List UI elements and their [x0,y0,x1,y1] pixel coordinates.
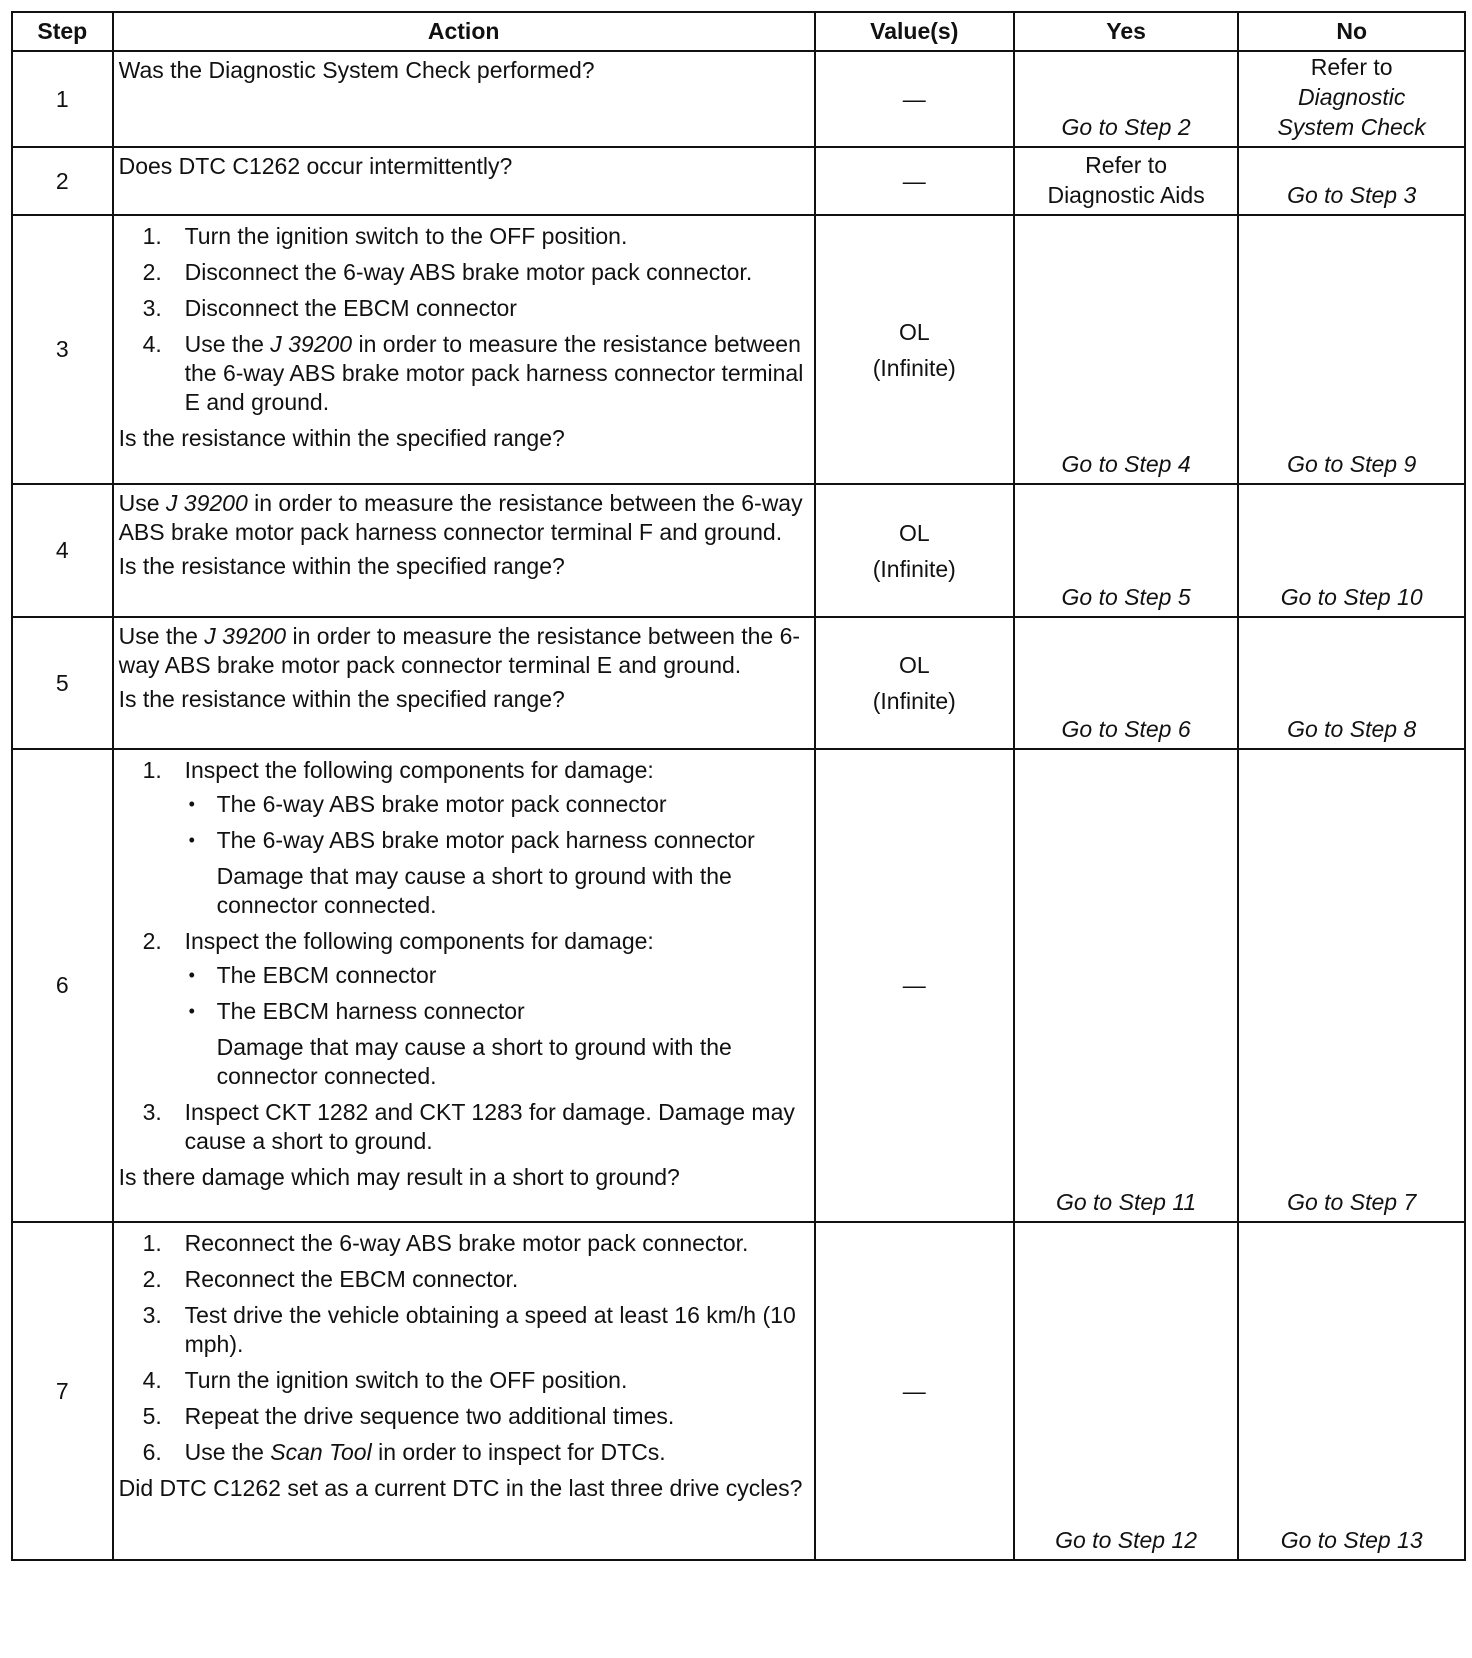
table-row [12,484,1465,617]
value-ol: OL [898,318,930,345]
list-item: • The EBCM harness connector [188,998,525,1024]
action-step: 2. Inspect the following components for damage: • The EBCM connector • The EBCM harness connector Damage that may cause a short to ground with the connector connected. [119,927,806,1091]
goto-link: Go to Step 8 [1287,716,1417,742]
no-cell [1238,484,1465,617]
action-step: 1. Turn the ignition switch to the OFF position. [142,223,628,249]
no-cell [1238,147,1465,215]
goto-link: Go to Step 7 [1287,1189,1417,1215]
header-no: No [1238,12,1465,51]
value-cell: — [815,147,1014,215]
action-text: Use J 39200 in order to measure the resistance between the 6-way ABS brake motor pack harness connector terminal F and ground. [118,490,803,545]
goto-link: Go to Step 9 [1287,451,1417,477]
action-question: Is there damage which may result in a short to ground? [118,1164,680,1190]
value-ol: OL [898,652,930,678]
tool-name: Scan Tool [270,1439,372,1465]
action-cell [113,51,815,147]
diagnostic-table [11,11,1466,1561]
yes-cell [1014,215,1239,484]
action-steps [119,222,806,417]
yes-cell [1014,147,1239,215]
goto-link: Go to Step 5 [1061,584,1191,610]
goto-link: Go to Step 3 [1287,182,1417,208]
tool-name: J 39200 [204,623,287,649]
action-step: 3. Disconnect the EBCM connector [142,295,517,321]
action-cell [113,484,815,617]
action-steps [119,756,806,1156]
goto-link: Go to Step 6 [1061,716,1191,742]
action-step: 4. Use the J 39200 in order to measure the resistance between the 6-way ABS brake motor pack harness connector terminal E and ground. [142,331,804,415]
value-infinite: (Infinite) [872,354,956,381]
component-list [185,790,806,855]
yes-cell [1014,484,1239,617]
value-cell [815,484,1014,617]
step-number: 6 [12,749,113,1222]
yes-cell [1014,51,1239,147]
action-cell [113,147,815,215]
goto-link: Go to Step 13 [1280,1527,1423,1553]
list-item: • The 6-way ABS brake motor pack connector [188,791,667,817]
action-question: Does DTC C1262 occur intermittently? [118,153,513,179]
action-cell [113,617,815,749]
step-number: 5 [12,617,113,749]
list-item: • The 6-way ABS brake motor pack harness connector [188,827,755,853]
step-number: 1 [12,51,113,147]
value-cell: — [815,51,1014,147]
action-step: 1. Inspect the following components for damage: • The 6-way ABS brake motor pack connector • The 6-way ABS brake motor pack harness connector Damage that may cause a short to ground with the connector connected. [119,756,806,920]
header-yes: Yes [1014,12,1239,51]
component-list [185,961,806,1026]
refer-target: System Check [1277,114,1426,140]
step-number: 3 [12,215,113,484]
value-cell: — [815,1222,1014,1560]
no-cell [1238,215,1465,484]
header-action: Action [113,12,815,51]
step-number: 4 [12,484,113,617]
yes-cell [1014,617,1239,749]
value-cell [815,215,1014,484]
table-row [12,147,1465,215]
no-cell [1238,617,1465,749]
action-question: Is the resistance within the specified range? [118,553,565,579]
goto-link: Go to Step 10 [1280,584,1423,610]
refer-text: Refer to [1310,54,1393,80]
goto-link: Go to Step 2 [1061,114,1191,140]
action-step: 5. Repeat the drive sequence two additional times. [142,1403,675,1429]
action-step: 6. Use the Scan Tool in order to inspect for DTCs. [142,1439,666,1465]
refer-target: Diagnostic Aids [1047,182,1205,208]
action-steps [119,1229,806,1467]
header-row [12,12,1465,51]
value-cell: — [815,749,1014,1222]
step-number: 7 [12,1222,113,1560]
action-cell [113,215,815,484]
value-infinite: (Infinite) [872,688,956,714]
table-row [12,617,1465,749]
value-ol: OL [898,519,930,546]
table-row [12,1222,1465,1560]
table-row [12,215,1465,484]
action-question: Is the resistance within the specified range? [118,425,565,451]
refer-text: Refer to [1085,152,1167,178]
action-step: 4. Turn the ignition switch to the OFF position. [142,1367,628,1393]
action-step: 1. Reconnect the 6-way ABS brake motor pack connector. [142,1230,749,1256]
action-text: Use the J 39200 in order to measure the resistance between the 6-way ABS brake motor pack connector terminal E and ground. [118,623,801,678]
action-step: 2. Reconnect the EBCM connector. [142,1266,519,1292]
yes-cell [1014,749,1239,1222]
no-cell [1238,1222,1465,1560]
tool-name: J 39200 [270,331,353,357]
action-question: Was the Diagnostic System Check performed? [118,57,595,83]
action-step: 2. Disconnect the 6-way ABS brake motor pack connector. [142,259,753,285]
action-cell [113,1222,815,1560]
header-values: Value(s) [815,12,1014,51]
goto-link: Go to Step 11 [1055,1189,1197,1215]
goto-link: Go to Step 4 [1061,451,1191,477]
action-step: 3. Test drive the vehicle obtaining a speed at least 16 km/h (10 mph). [142,1302,796,1357]
header-step: Step [12,12,113,51]
table-row [12,749,1465,1222]
action-question: Did DTC C1262 set as a current DTC in the last three drive cycles? [118,1475,803,1501]
action-step: 3. Inspect CKT 1282 and CKT 1283 for damage. Damage may cause a short to ground. [142,1099,795,1154]
damage-note: Damage that may cause a short to ground with the connector connected. [216,863,732,918]
step-number: 2 [12,147,113,215]
table-row [12,51,1465,147]
list-item: • The EBCM connector [188,962,437,988]
value-infinite: (Infinite) [872,555,956,582]
yes-cell [1014,1222,1239,1560]
goto-link: Go to Step 12 [1055,1527,1198,1553]
tool-name: J 39200 [165,490,248,516]
refer-target: Diagnostic [1297,84,1406,110]
no-cell [1238,51,1465,147]
action-cell [113,749,815,1222]
value-cell [815,617,1014,749]
action-question: Is the resistance within the specified range? [118,686,565,712]
no-cell [1238,749,1465,1222]
damage-note: Damage that may cause a short to ground with the connector connected. [216,1034,732,1089]
